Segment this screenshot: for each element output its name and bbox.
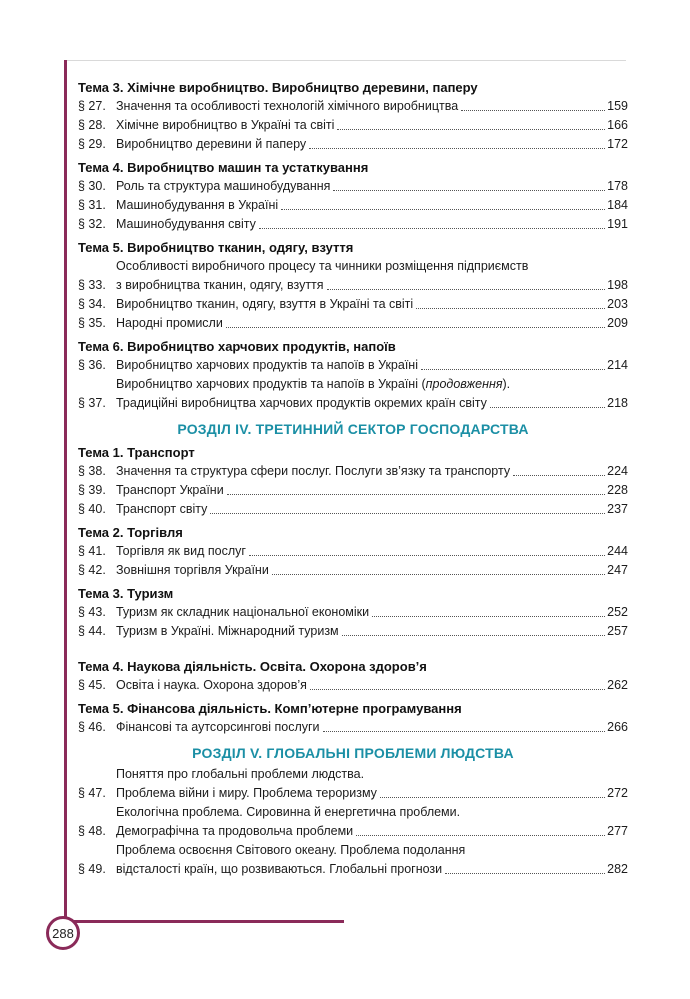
paragraph-number: § 47.	[78, 786, 106, 800]
dot-leader	[259, 228, 605, 229]
paragraph-number: § 27.	[78, 99, 106, 113]
entry-title: Демографічна та продовольча проблеми	[116, 824, 354, 838]
toc-entry[interactable]	[78, 542, 628, 561]
entry-title-line	[116, 375, 628, 394]
theme-heading: Тема 6. Виробництво харчових продуктів, напоїв	[78, 339, 396, 354]
toc-entry[interactable]	[78, 500, 628, 519]
dot-leader	[309, 148, 605, 149]
entry-page-number: 172	[607, 137, 628, 151]
dot-leader	[337, 129, 605, 130]
paragraph-number: § 39.	[78, 483, 106, 497]
toc-entry[interactable]	[78, 622, 628, 641]
theme-heading: Тема 5. Виробництво тканин, одягу, взуття	[78, 240, 354, 255]
toc-entry[interactable]	[78, 177, 628, 196]
paragraph-number: § 37.	[78, 396, 106, 410]
entry-title: Зовнішня торгівля України	[116, 563, 269, 577]
entry-page-number: 191	[607, 217, 628, 231]
paragraph-number: § 38.	[78, 464, 106, 478]
dot-leader	[416, 308, 605, 309]
dot-leader	[380, 797, 605, 798]
entry-page-number: 224	[607, 464, 628, 478]
entry-page-number: 237	[607, 502, 628, 516]
entry-page-number: 178	[607, 179, 628, 193]
toc-entry[interactable]	[78, 718, 628, 737]
paragraph-number: § 36.	[78, 358, 106, 372]
dot-leader	[281, 209, 605, 210]
entry-page-number: 209	[607, 316, 628, 330]
paragraph-number: § 43.	[78, 605, 106, 619]
toc-entry[interactable]	[78, 257, 628, 295]
theme-heading: Тема 1. Транспорт	[78, 445, 195, 460]
paragraph-number: § 31.	[78, 198, 106, 212]
toc-entry[interactable]	[78, 135, 628, 154]
section-heading: РОЗДІЛ V. ГЛОБАЛЬНІ ПРОБЛЕМИ ЛЮДСТВА	[192, 745, 514, 761]
entry-title: Значення та структура сфери послуг. Послуги зв’язку та транспорту	[116, 464, 511, 478]
paragraph-number: § 28.	[78, 118, 106, 132]
entry-title: Традиційні виробництва харчових продуктів окремих країн світу	[116, 396, 487, 410]
paragraph-number: § 41.	[78, 544, 106, 558]
theme-heading: Тема 4. Виробництво машин та устаткування	[78, 160, 369, 175]
left-border	[64, 60, 67, 922]
entry-title: Туризм як складник національної економіки	[116, 605, 370, 619]
dot-leader	[323, 731, 606, 732]
toc-entry[interactable]	[78, 676, 628, 695]
toc-entry[interactable]	[78, 803, 628, 841]
entry-page-number: 257	[607, 624, 628, 638]
toc-entry[interactable]	[78, 295, 628, 314]
toc-entry[interactable]	[78, 561, 628, 580]
entry-title: Виробництво харчових продуктів та напоїв в Україні	[116, 358, 418, 372]
table-of-contents	[78, 78, 628, 879]
entry-title-emphasis: продовження	[425, 377, 503, 391]
entry-title: Роль та структура машинобудування	[116, 179, 331, 193]
entry-page-number: 218	[607, 396, 628, 410]
bottom-border	[64, 920, 344, 923]
paragraph-number: § 35.	[78, 316, 106, 330]
entry-title: Виробництво тканин, одягу, взуття в Україні та світі	[116, 297, 414, 311]
dot-leader	[490, 407, 605, 408]
dot-leader	[327, 289, 606, 290]
entry-title: Машинобудування в Україні	[116, 198, 279, 212]
section-heading: РОЗДІЛ IV. ТРЕТИННИЙ СЕКТОР ГОСПОДАРСТВА	[177, 421, 529, 437]
toc-entry[interactable]	[78, 97, 628, 116]
page-number: 288	[52, 925, 74, 941]
paragraph-number: § 45.	[78, 678, 106, 692]
entry-page-number: 252	[607, 605, 628, 619]
entry-title: Освіта і наука. Охорона здоров’я	[116, 678, 307, 692]
dot-leader	[356, 835, 605, 836]
entry-page-number: 266	[607, 720, 628, 734]
dot-leader	[227, 494, 605, 495]
entry-title: Машинобудування світу	[116, 217, 256, 231]
paragraph-number: § 44.	[78, 624, 106, 638]
toc-entry[interactable]	[78, 375, 628, 413]
spacer	[78, 641, 628, 653]
dot-leader	[333, 190, 605, 191]
dot-leader	[372, 616, 605, 617]
dot-leader	[513, 475, 605, 476]
dot-leader	[272, 574, 605, 575]
entry-page-number: 244	[607, 544, 628, 558]
entry-page-number: 203	[607, 297, 628, 311]
entry-title-part: Виробництво харчових продуктів та напоїв в Україні (	[116, 377, 426, 391]
entry-page-number: 282	[607, 862, 628, 876]
entry-page-number: 272	[607, 786, 628, 800]
dot-leader	[342, 635, 605, 636]
paragraph-number: § 32.	[78, 217, 106, 231]
entry-page-number: 214	[607, 358, 628, 372]
paragraph-number: § 30.	[78, 179, 106, 193]
toc-entry[interactable]	[78, 841, 628, 879]
entry-title: Хімічне виробництво в Україні та світі	[116, 118, 335, 132]
entry-page-number: 277	[607, 824, 628, 838]
paragraph-number: § 29.	[78, 137, 106, 151]
entry-title: Фінансові та аутсорсингові послуги	[116, 720, 320, 734]
dot-leader	[445, 873, 605, 874]
paragraph-number: § 49.	[78, 862, 106, 876]
entry-title-part: ).	[502, 377, 511, 391]
entry-title-part: Екологічна проблема. Сировинна й енергетична проблеми.	[116, 805, 461, 819]
paragraph-number: § 40.	[78, 502, 106, 516]
entry-page-number: 184	[607, 198, 628, 212]
entry-title-line	[116, 765, 628, 784]
entry-title-part: Проблема освоєння Світового океану. Проблема подолання	[116, 843, 466, 857]
entry-title: відсталості країн, що розвиваються. Глобальні прогнози	[116, 862, 443, 876]
paragraph-number: § 33.	[78, 278, 106, 292]
toc-entry[interactable]	[78, 356, 628, 375]
dot-leader	[249, 555, 605, 556]
dot-leader	[310, 689, 605, 690]
entry-page-number: 262	[607, 678, 628, 692]
entry-title-line	[116, 257, 628, 276]
entry-title: Проблема війни і миру. Проблема тероризму	[116, 786, 377, 800]
entry-page-number: 198	[607, 278, 628, 292]
dot-leader	[226, 327, 605, 328]
toc-entry[interactable]	[78, 462, 628, 481]
paragraph-number: § 42.	[78, 563, 106, 577]
entry-title: Народні промисли	[116, 316, 223, 330]
entry-page-number: 228	[607, 483, 628, 497]
entry-title-line	[116, 841, 628, 860]
entry-title-part: Поняття про глобальні проблеми людства.	[116, 767, 365, 781]
dot-leader	[421, 369, 605, 370]
entry-title: Торгівля як вид послуг	[116, 544, 246, 558]
entry-title: Транспорт світу	[116, 502, 208, 516]
page-number-badge	[46, 916, 80, 950]
dot-leader	[461, 110, 605, 111]
entry-page-number: 247	[607, 563, 628, 577]
paragraph-number: § 46.	[78, 720, 106, 734]
dot-leader	[210, 513, 605, 514]
entry-title-line	[116, 803, 628, 822]
entry-page-number: 159	[607, 99, 628, 113]
entry-page-number: 166	[607, 118, 628, 132]
entry-title: Значення та особливості технологій хімічного виробництва	[116, 99, 459, 113]
entry-title: Туризм в Україні. Міжнародний туризм	[116, 624, 339, 638]
toc-entry[interactable]	[78, 116, 628, 135]
theme-heading: Тема 3. Туризм	[78, 586, 174, 601]
entry-title: Транспорт України	[116, 483, 224, 497]
top-rule	[66, 60, 626, 61]
toc-entry[interactable]	[78, 314, 628, 333]
entry-title-part: Особливості виробничого процесу та чинники розміщення підприємств	[116, 259, 529, 273]
theme-heading: Тема 4. Наукова діяльність. Освіта. Охорона здоров’я	[78, 659, 427, 674]
theme-heading: Тема 3. Хімічне виробництво. Виробництво деревини, паперу	[78, 80, 478, 95]
paragraph-number: § 48.	[78, 824, 106, 838]
toc-entry[interactable]	[78, 196, 628, 215]
paragraph-number: § 34.	[78, 297, 106, 311]
toc-entry[interactable]	[78, 765, 628, 803]
toc-entry[interactable]	[78, 481, 628, 500]
entry-title: з виробництва тканин, одягу, взуття	[116, 278, 324, 292]
theme-heading: Тема 2. Торгівля	[78, 525, 183, 540]
toc-entry[interactable]	[78, 215, 628, 234]
theme-heading: Тема 5. Фінансова діяльність. Комп’ютерне програмування	[78, 701, 462, 716]
entry-title: Виробництво деревини й паперу	[116, 137, 307, 151]
toc-entry[interactable]	[78, 603, 628, 622]
